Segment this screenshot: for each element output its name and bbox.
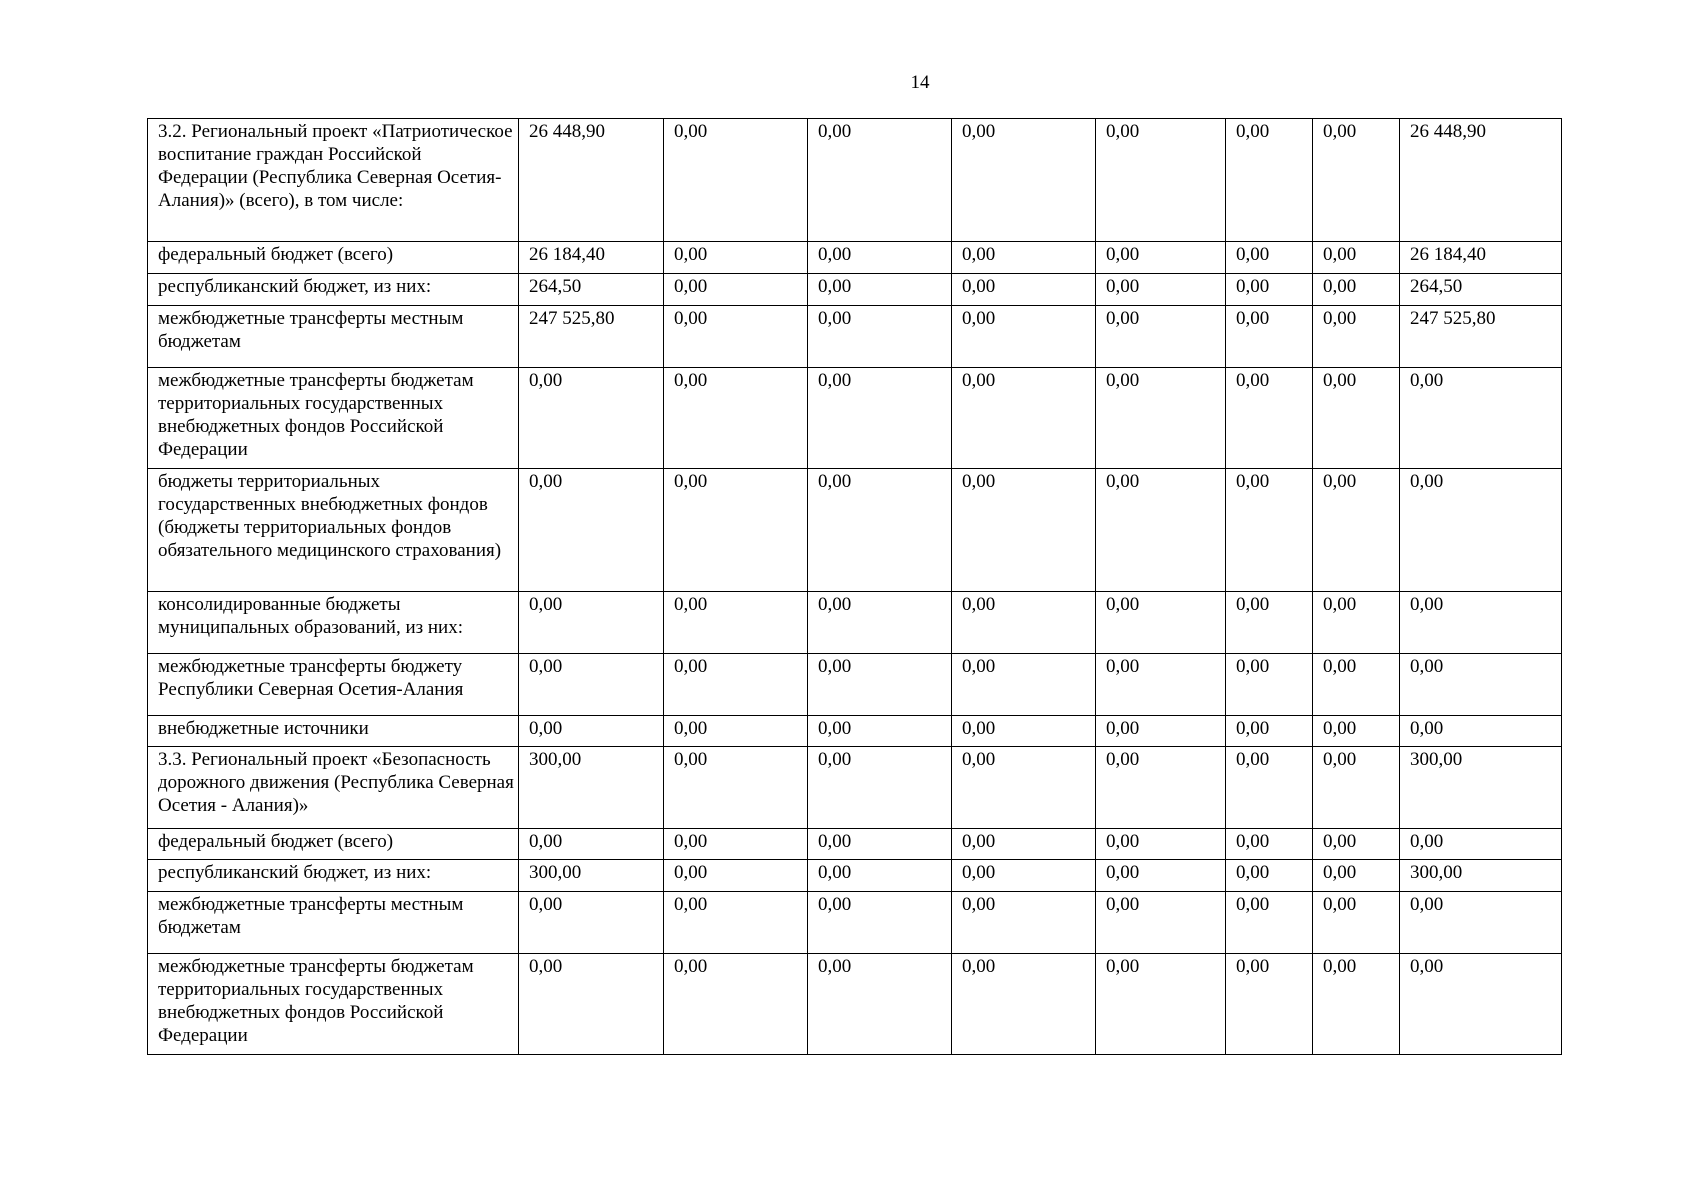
value-cell: 0,00 [952,829,1096,860]
value-cell: 0,00 [808,716,952,747]
value-cell: 0,00 [1313,829,1400,860]
row-label-cell: республиканский бюджет, из них: [148,860,519,892]
value-cell: 0,00 [664,242,808,274]
value-cell: 0,00 [664,274,808,306]
value-cell: 0,00 [1400,592,1562,654]
value-cell: 0,00 [808,747,952,829]
value-cell: 0,00 [664,829,808,860]
value-cell: 0,00 [1400,654,1562,716]
table-row [148,274,1562,306]
value-cell: 0,00 [952,892,1096,954]
value-cell: 0,00 [952,368,1096,469]
value-cell: 0,00 [952,747,1096,829]
value-cell: 0,00 [1096,747,1226,829]
value-cell: 0,00 [664,654,808,716]
value-cell: 0,00 [952,860,1096,892]
value-cell: 0,00 [952,954,1096,1055]
value-cell: 0,00 [1226,592,1313,654]
value-cell: 0,00 [519,592,664,654]
value-cell: 0,00 [1096,716,1226,747]
value-cell: 0,00 [1313,892,1400,954]
value-cell: 0,00 [1313,242,1400,274]
value-cell: 0,00 [1400,716,1562,747]
value-cell: 0,00 [1400,892,1562,954]
budget-table [147,118,1562,1055]
value-cell: 26 184,40 [519,242,664,274]
value-cell: 0,00 [808,892,952,954]
value-cell: 0,00 [1313,368,1400,469]
value-cell: 0,00 [1313,469,1400,592]
value-cell: 26 448,90 [519,119,664,242]
value-cell: 26 448,90 [1400,119,1562,242]
value-cell: 0,00 [1096,592,1226,654]
value-cell: 0,00 [1226,716,1313,747]
value-cell: 0,00 [1096,242,1226,274]
value-cell: 0,00 [1313,747,1400,829]
table-row [148,747,1562,829]
row-label-cell: 3.3. Региональный проект «Безопасность дорожного движения (Республика Северная Осетия - Алания)» [148,747,519,829]
value-cell: 0,00 [1313,274,1400,306]
value-cell: 0,00 [519,892,664,954]
row-label-cell: федеральный бюджет (всего) [148,829,519,860]
value-cell: 0,00 [1096,306,1226,368]
value-cell: 0,00 [952,306,1096,368]
value-cell: 0,00 [952,469,1096,592]
value-cell: 0,00 [519,954,664,1055]
table-row [148,469,1562,592]
value-cell: 0,00 [808,592,952,654]
value-cell: 264,50 [519,274,664,306]
value-cell: 0,00 [808,274,952,306]
table-row [148,954,1562,1055]
value-cell: 0,00 [1096,954,1226,1055]
value-cell: 0,00 [1226,242,1313,274]
value-cell: 0,00 [664,747,808,829]
value-cell: 300,00 [519,860,664,892]
table-row [148,306,1562,368]
value-cell: 0,00 [808,829,952,860]
row-label-cell: 3.2. Региональный проект «Патриотическое воспитание граждан Российской Федерации (Республика Северная Осетия-Алания)» (всего), в том числе: [148,119,519,242]
value-cell: 264,50 [1400,274,1562,306]
value-cell: 0,00 [808,306,952,368]
value-cell: 0,00 [519,368,664,469]
value-cell: 0,00 [664,469,808,592]
table-row [148,654,1562,716]
value-cell: 0,00 [1226,954,1313,1055]
row-label-cell: межбюджетные трансферты бюджетам территориальных государственных внебюджетных фондов Российской Федерации [148,368,519,469]
value-cell: 247 525,80 [1400,306,1562,368]
row-label-cell: межбюджетные трансферты местным бюджетам [148,892,519,954]
value-cell: 0,00 [1096,469,1226,592]
value-cell: 26 184,40 [1400,242,1562,274]
value-cell: 0,00 [1226,892,1313,954]
value-cell: 0,00 [952,274,1096,306]
value-cell: 0,00 [808,860,952,892]
value-cell: 0,00 [1313,119,1400,242]
value-cell: 0,00 [808,654,952,716]
value-cell: 0,00 [664,716,808,747]
table-row [148,892,1562,954]
value-cell: 0,00 [1226,654,1313,716]
value-cell: 0,00 [1313,654,1400,716]
value-cell: 0,00 [1313,716,1400,747]
value-cell: 0,00 [952,716,1096,747]
value-cell: 0,00 [664,119,808,242]
value-cell: 0,00 [1226,274,1313,306]
value-cell: 0,00 [808,469,952,592]
value-cell: 0,00 [1313,592,1400,654]
value-cell: 0,00 [1313,306,1400,368]
table-row [148,592,1562,654]
value-cell: 0,00 [1096,368,1226,469]
value-cell: 0,00 [1400,954,1562,1055]
value-cell: 0,00 [1226,469,1313,592]
value-cell: 0,00 [664,368,808,469]
value-cell: 0,00 [1226,368,1313,469]
value-cell: 0,00 [664,306,808,368]
row-label-cell: межбюджетные трансферты местным бюджетам [148,306,519,368]
value-cell: 0,00 [1226,119,1313,242]
table-row [148,829,1562,860]
page-number: 14 [910,72,930,93]
table-row [148,368,1562,469]
value-cell: 0,00 [808,242,952,274]
value-cell: 0,00 [1096,892,1226,954]
value-cell: 0,00 [519,469,664,592]
value-cell: 0,00 [664,892,808,954]
value-cell: 0,00 [808,368,952,469]
row-label-cell: консолидированные бюджеты муниципальных образований, из них: [148,592,519,654]
value-cell: 0,00 [664,954,808,1055]
table-row [148,119,1562,242]
value-cell: 0,00 [519,829,664,860]
value-cell: 0,00 [1400,368,1562,469]
value-cell: 0,00 [1096,274,1226,306]
value-cell: 0,00 [952,592,1096,654]
value-cell: 0,00 [952,654,1096,716]
value-cell: 0,00 [1096,829,1226,860]
value-cell: 0,00 [1400,469,1562,592]
value-cell: 0,00 [1226,306,1313,368]
table-row [148,242,1562,274]
value-cell: 0,00 [519,716,664,747]
value-cell: 0,00 [1226,747,1313,829]
value-cell: 0,00 [1226,860,1313,892]
value-cell: 0,00 [664,592,808,654]
row-label-cell: бюджеты территориальных государственных внебюджетных фондов (бюджеты территориальных фондов обязательного медицинского страхования) [148,469,519,592]
row-label-cell: республиканский бюджет, из них: [148,274,519,306]
value-cell: 300,00 [1400,747,1562,829]
value-cell: 0,00 [1096,119,1226,242]
value-cell: 0,00 [808,954,952,1055]
value-cell: 0,00 [1313,954,1400,1055]
value-cell: 300,00 [1400,860,1562,892]
value-cell: 0,00 [952,119,1096,242]
value-cell: 0,00 [1400,829,1562,860]
value-cell: 0,00 [519,654,664,716]
row-label-cell: межбюджетные трансферты бюджету Республики Северная Осетия-Алания [148,654,519,716]
value-cell: 0,00 [1096,654,1226,716]
table-row [148,716,1562,747]
value-cell: 300,00 [519,747,664,829]
row-label-cell: федеральный бюджет (всего) [148,242,519,274]
value-cell: 0,00 [1096,860,1226,892]
value-cell: 0,00 [808,119,952,242]
value-cell: 0,00 [952,242,1096,274]
value-cell: 0,00 [1313,860,1400,892]
row-label-cell: межбюджетные трансферты бюджетам территориальных государственных внебюджетных фондов Российской Федерации [148,954,519,1055]
row-label-cell: внебюджетные источники [148,716,519,747]
table-row [148,860,1562,892]
value-cell: 247 525,80 [519,306,664,368]
value-cell: 0,00 [664,860,808,892]
value-cell: 0,00 [1226,829,1313,860]
